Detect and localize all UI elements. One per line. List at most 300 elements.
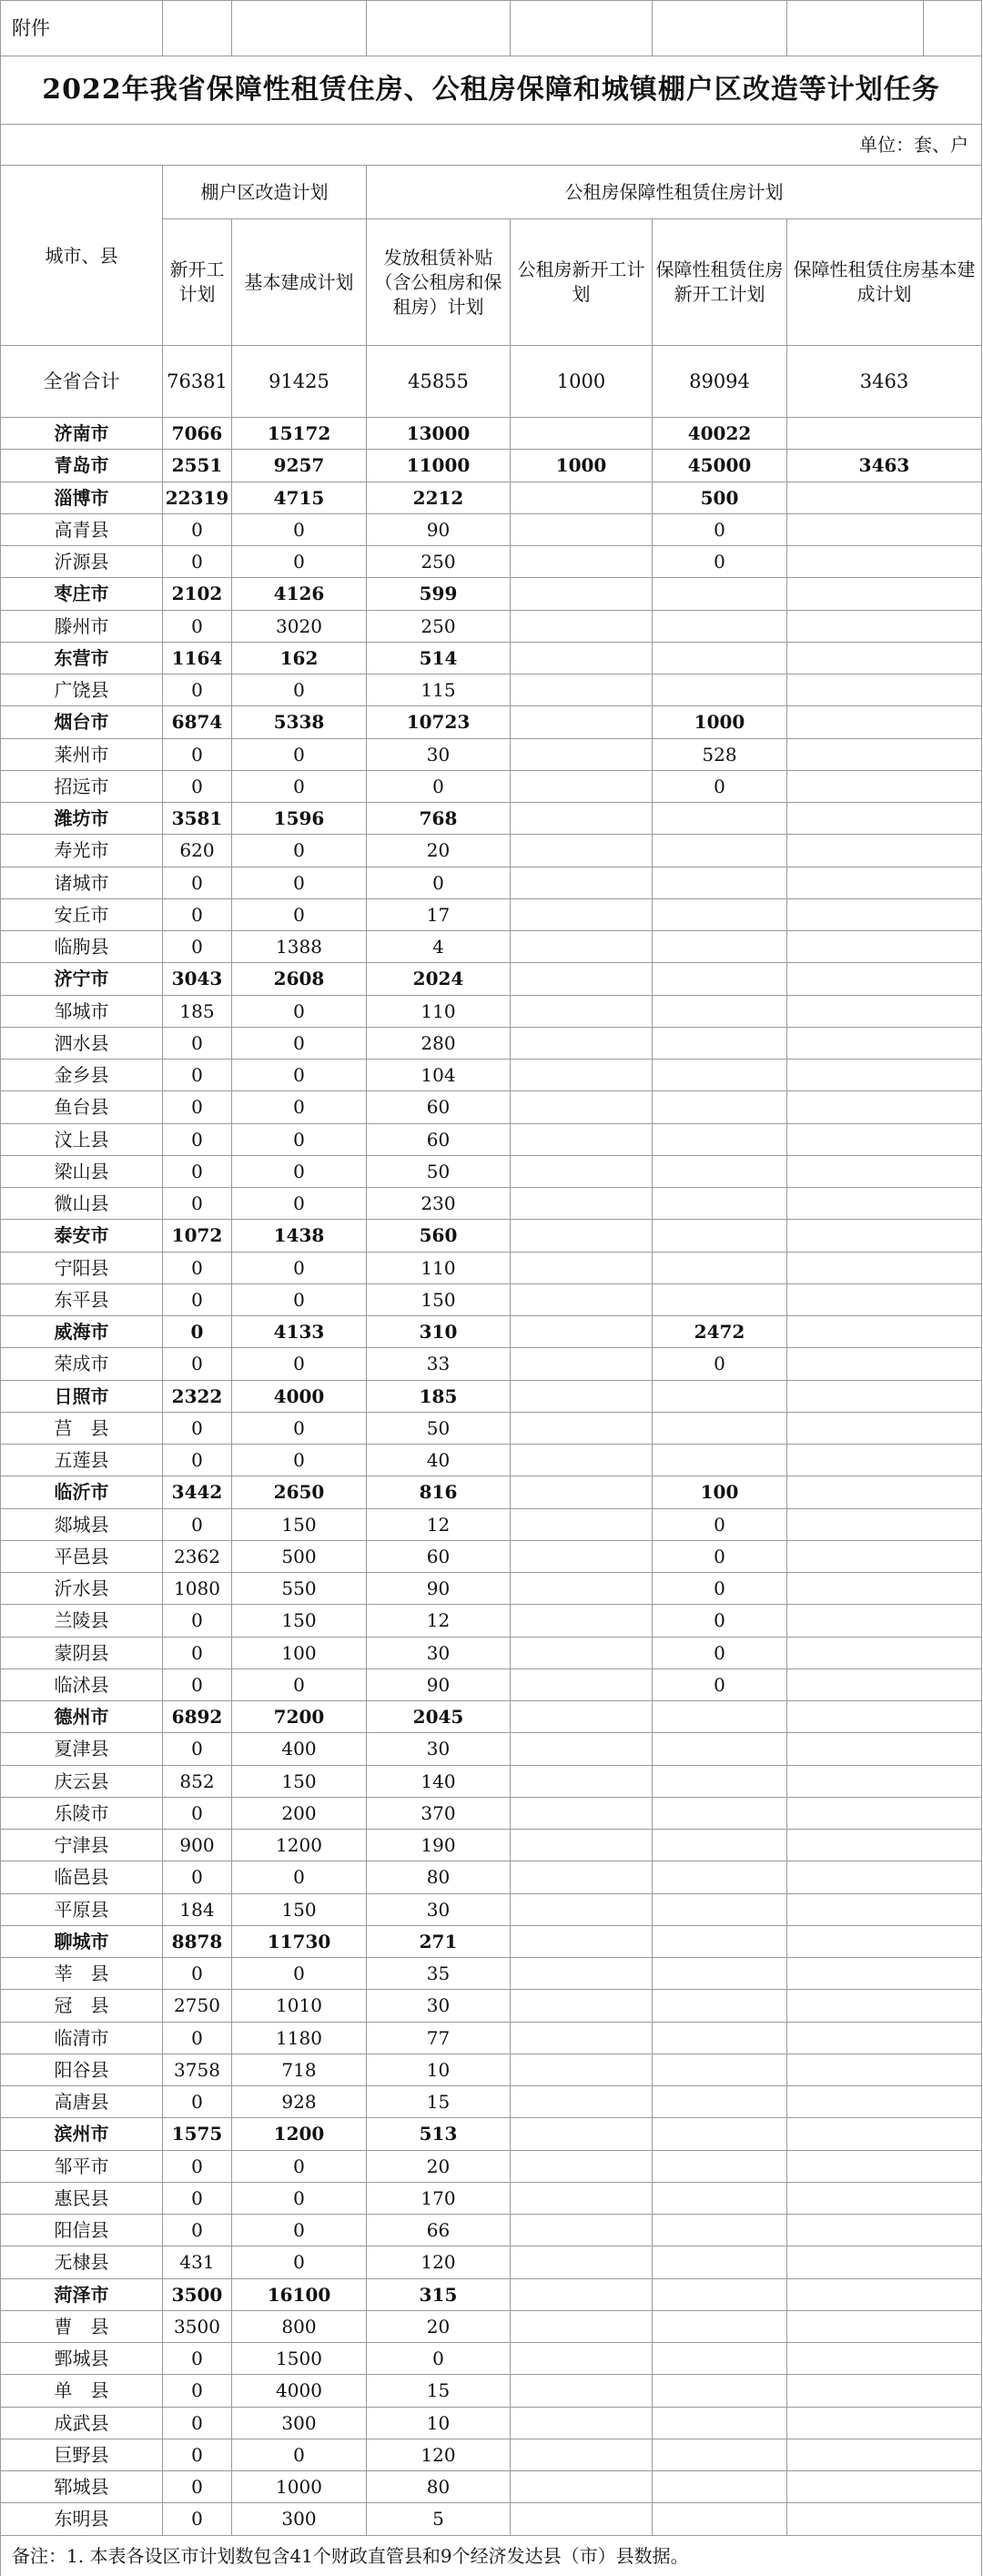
total-cell: 76381	[163, 346, 232, 418]
county-row	[1, 1861, 982, 1893]
data-cell: 2608	[232, 963, 367, 995]
data-cell	[787, 867, 982, 898]
data-cell: 271	[367, 1925, 511, 1957]
data-cell	[787, 1476, 982, 1508]
data-cell: 0	[232, 2215, 367, 2246]
county-row	[1, 1893, 982, 1925]
unit-label: 单位：套、户	[1, 125, 982, 166]
city-name: 德州市	[1, 1701, 163, 1733]
county-name: 安丘市	[1, 898, 163, 930]
city-name: 东营市	[1, 642, 163, 674]
data-cell: 928	[232, 2086, 367, 2118]
header-group-row	[1, 166, 982, 219]
data-cell: 120	[367, 2439, 511, 2470]
county-row	[1, 1733, 982, 1765]
total-cell: 89094	[653, 346, 787, 418]
data-cell: 150	[232, 1893, 367, 1925]
data-cell: 4126	[232, 578, 367, 610]
data-cell	[653, 1445, 787, 1476]
data-cell	[653, 674, 787, 706]
data-cell: 3758	[163, 2054, 232, 2085]
county-name: 临清市	[1, 2022, 163, 2054]
data-cell: 0	[163, 1027, 232, 1059]
data-cell	[511, 2310, 653, 2342]
data-cell: 550	[232, 1573, 367, 1605]
county-name: 成武县	[1, 2407, 163, 2439]
city-name: 潍坊市	[1, 803, 163, 835]
data-cell: 3020	[232, 610, 367, 642]
data-cell	[511, 642, 653, 674]
county-name: 梁山县	[1, 1155, 163, 1187]
county-name: 平邑县	[1, 1540, 163, 1572]
data-cell	[511, 1220, 653, 1252]
data-cell: 1596	[232, 803, 367, 835]
city-name: 滨州市	[1, 2118, 163, 2150]
city-row	[1, 1476, 982, 1508]
data-cell	[787, 2022, 982, 2054]
data-cell: 0	[367, 770, 511, 802]
data-cell	[653, 1893, 787, 1925]
data-cell: 5338	[232, 706, 367, 738]
data-cell: 15	[367, 2086, 511, 2118]
header-city-county: 城市、县	[1, 166, 163, 346]
data-cell: 2472	[653, 1316, 787, 1348]
county-name: 冠 县	[1, 1990, 163, 2022]
data-cell: 110	[367, 995, 511, 1027]
data-cell	[653, 931, 787, 963]
data-cell	[511, 1668, 653, 1700]
data-cell	[787, 770, 982, 802]
data-cell	[653, 898, 787, 930]
county-row	[1, 2246, 982, 2278]
data-cell	[787, 2246, 982, 2278]
county-name: 乐陵市	[1, 1797, 163, 1829]
data-cell: 900	[163, 1830, 232, 1861]
data-cell: 0	[163, 1123, 232, 1155]
data-cell	[511, 1348, 653, 1380]
county-name: 夏津县	[1, 1733, 163, 1765]
data-cell	[787, 1765, 982, 1797]
data-cell	[511, 2054, 653, 2085]
data-cell: 20	[367, 2150, 511, 2182]
data-cell: 0	[163, 1861, 232, 1893]
data-cell	[787, 2182, 982, 2214]
data-cell	[511, 1540, 653, 1572]
data-cell	[511, 2278, 653, 2310]
city-name: 枣庄市	[1, 578, 163, 610]
city-row	[1, 2278, 982, 2310]
city-row	[1, 706, 982, 738]
data-cell	[653, 963, 787, 995]
data-cell	[653, 1925, 787, 1957]
data-cell	[653, 578, 787, 610]
data-cell: 1200	[232, 2118, 367, 2150]
data-cell: 0	[232, 867, 367, 898]
data-cell	[787, 1348, 982, 1380]
data-cell	[511, 610, 653, 642]
data-cell: 0	[163, 2503, 232, 2535]
data-cell: 0	[232, 1348, 367, 1380]
data-cell	[653, 2054, 787, 2085]
data-cell: 0	[232, 1252, 367, 1283]
data-cell	[511, 1412, 653, 1444]
county-row	[1, 1605, 982, 1637]
county-row	[1, 1252, 982, 1283]
header-col-3: 发放租赁补贴（含公租房和保租房）计划	[367, 219, 511, 346]
county-row	[1, 1573, 982, 1605]
data-cell: 4715	[232, 482, 367, 513]
data-cell	[787, 1990, 982, 2022]
county-name: 汶上县	[1, 1123, 163, 1155]
data-cell	[511, 1155, 653, 1187]
data-cell: 4000	[232, 1380, 367, 1412]
county-name: 阳谷县	[1, 2054, 163, 2085]
data-cell: 0	[163, 1733, 232, 1765]
data-cell	[653, 1091, 787, 1123]
data-cell	[787, 2150, 982, 2182]
data-cell	[511, 546, 653, 578]
data-cell: 40022	[653, 418, 787, 450]
data-cell: 2024	[367, 963, 511, 995]
data-cell	[787, 2407, 982, 2439]
data-cell	[787, 1605, 982, 1637]
data-cell: 90	[367, 1668, 511, 1700]
data-cell: 0	[163, 770, 232, 802]
data-cell: 1000	[653, 706, 787, 738]
data-cell: 17	[367, 898, 511, 930]
data-cell: 22319	[163, 482, 232, 513]
data-cell	[787, 1861, 982, 1893]
data-cell: 30	[367, 1893, 511, 1925]
data-cell: 0	[163, 1091, 232, 1123]
title-row	[1, 56, 982, 125]
data-cell	[787, 2054, 982, 2085]
data-cell: 8878	[163, 1925, 232, 1957]
data-cell	[511, 2375, 653, 2407]
data-cell: 12	[367, 1508, 511, 1540]
data-cell	[787, 1540, 982, 1572]
county-row	[1, 931, 982, 963]
data-cell: 30	[367, 1990, 511, 2022]
data-cell	[511, 2471, 653, 2503]
data-cell: 816	[367, 1476, 511, 1508]
data-cell: 6892	[163, 1701, 232, 1733]
data-cell: 0	[163, 2375, 232, 2407]
county-name: 荣成市	[1, 1348, 163, 1380]
city-row	[1, 1316, 982, 1348]
data-cell: 50	[367, 1412, 511, 1444]
data-cell: 150	[232, 1508, 367, 1540]
data-cell	[511, 1893, 653, 1925]
data-cell: 250	[367, 546, 511, 578]
data-cell: 150	[232, 1765, 367, 1797]
data-cell	[511, 1733, 653, 1765]
county-name: 五莲县	[1, 1445, 163, 1476]
county-name: 沂水县	[1, 1573, 163, 1605]
data-cell: 1080	[163, 1573, 232, 1605]
data-cell: 10	[367, 2054, 511, 2085]
data-cell: 185	[367, 1380, 511, 1412]
data-cell: 4133	[232, 1316, 367, 1348]
data-cell: 0	[232, 1123, 367, 1155]
data-cell	[511, 1380, 653, 1412]
data-cell	[653, 1027, 787, 1059]
annex-label: 附件	[1, 1, 163, 56]
data-cell	[787, 578, 982, 610]
county-name: 莘 县	[1, 1958, 163, 1990]
data-cell	[511, 1990, 653, 2022]
county-row	[1, 2150, 982, 2182]
data-cell	[511, 2503, 653, 2535]
data-cell: 0	[232, 835, 367, 867]
data-cell: 0	[653, 770, 787, 802]
data-cell	[787, 1027, 982, 1059]
data-cell	[511, 770, 653, 802]
city-row	[1, 1220, 982, 1252]
data-cell	[511, 2439, 653, 2470]
data-cell	[511, 963, 653, 995]
data-cell	[787, 1701, 982, 1733]
data-cell: 0	[163, 1797, 232, 1829]
data-cell	[787, 1637, 982, 1668]
data-cell	[787, 1958, 982, 1990]
county-row	[1, 546, 982, 578]
data-cell: 0	[653, 1637, 787, 1668]
data-cell: 10723	[367, 706, 511, 738]
data-cell	[511, 1027, 653, 1059]
note-row	[1, 2535, 982, 2576]
data-cell	[511, 1925, 653, 1957]
data-cell: 1000	[232, 2471, 367, 2503]
data-cell	[511, 1508, 653, 1540]
data-cell	[787, 898, 982, 930]
data-cell: 0	[163, 674, 232, 706]
data-cell	[511, 1861, 653, 1893]
data-cell	[653, 867, 787, 898]
data-cell: 300	[232, 2407, 367, 2439]
data-cell: 768	[367, 803, 511, 835]
data-cell	[787, 963, 982, 995]
county-name: 惠民县	[1, 2182, 163, 2214]
data-cell	[653, 1861, 787, 1893]
county-name: 微山县	[1, 1188, 163, 1220]
data-cell	[653, 1797, 787, 1829]
data-cell	[653, 2310, 787, 2342]
data-cell	[511, 867, 653, 898]
county-name: 高唐县	[1, 2086, 163, 2118]
data-cell	[511, 2086, 653, 2118]
data-cell: 150	[232, 1605, 367, 1637]
county-name: 曹 县	[1, 2310, 163, 2342]
data-cell: 0	[163, 2343, 232, 2375]
data-cell	[511, 2246, 653, 2278]
county-name: 兰陵县	[1, 1605, 163, 1637]
county-row	[1, 2310, 982, 2342]
data-cell: 0	[232, 1155, 367, 1187]
data-cell	[653, 610, 787, 642]
data-cell: 3581	[163, 803, 232, 835]
data-cell	[787, 546, 982, 578]
data-cell: 1575	[163, 2118, 232, 2150]
data-cell: 0	[163, 610, 232, 642]
data-cell: 620	[163, 835, 232, 867]
data-cell	[653, 803, 787, 835]
county-name: 滕州市	[1, 610, 163, 642]
data-cell	[511, 835, 653, 867]
data-cell	[511, 1958, 653, 1990]
data-cell	[511, 738, 653, 770]
data-cell	[653, 2343, 787, 2375]
data-cell: 0	[232, 2182, 367, 2214]
header-col-6: 保障性租赁住房基本建成计划	[787, 219, 982, 346]
data-cell	[787, 2375, 982, 2407]
city-name: 聊城市	[1, 1925, 163, 1957]
data-cell: 77	[367, 2022, 511, 2054]
data-cell: 4000	[232, 2375, 367, 2407]
county-row	[1, 1123, 982, 1155]
annex-row	[1, 1, 982, 56]
data-cell: 33	[367, 1348, 511, 1380]
county-row	[1, 2343, 982, 2375]
data-cell: 1438	[232, 1220, 367, 1252]
city-name: 威海市	[1, 1316, 163, 1348]
data-cell: 0	[653, 1348, 787, 1380]
data-cell	[653, 1830, 787, 1861]
data-cell	[511, 2150, 653, 2182]
county-name: 莱州市	[1, 738, 163, 770]
data-cell: 250	[367, 610, 511, 642]
county-row	[1, 1027, 982, 1059]
data-cell	[653, 2022, 787, 2054]
data-cell	[511, 674, 653, 706]
county-row	[1, 738, 982, 770]
city-row	[1, 418, 982, 450]
data-cell: 2212	[367, 482, 511, 513]
county-row	[1, 1990, 982, 2022]
county-row	[1, 1668, 982, 1700]
city-name: 淄博市	[1, 482, 163, 513]
data-cell: 528	[653, 738, 787, 770]
data-cell	[787, 1412, 982, 1444]
data-cell: 0	[163, 1316, 232, 1348]
data-cell: 0	[163, 1605, 232, 1637]
county-row	[1, 513, 982, 545]
data-cell	[653, 1252, 787, 1283]
data-cell: 2750	[163, 1990, 232, 2022]
data-cell: 60	[367, 1091, 511, 1123]
data-cell	[653, 1123, 787, 1155]
city-name: 菏泽市	[1, 2278, 163, 2310]
county-name: 东明县	[1, 2503, 163, 2535]
city-row	[1, 1701, 982, 1733]
data-cell	[511, 1060, 653, 1091]
data-cell	[511, 1637, 653, 1668]
data-cell	[787, 1123, 982, 1155]
data-cell	[653, 1060, 787, 1091]
county-row	[1, 1412, 982, 1444]
data-cell: 0	[232, 2246, 367, 2278]
unit-row	[1, 125, 982, 166]
county-name: 宁津县	[1, 1830, 163, 1861]
data-cell: 0	[232, 546, 367, 578]
data-cell	[653, 1412, 787, 1444]
data-cell: 0	[163, 2022, 232, 2054]
data-cell	[653, 2215, 787, 2246]
county-name: 单 县	[1, 2375, 163, 2407]
data-cell: 1388	[232, 931, 367, 963]
city-row	[1, 642, 982, 674]
county-name: 平原县	[1, 1893, 163, 1925]
data-cell: 50	[367, 1155, 511, 1187]
county-row	[1, 2182, 982, 2214]
data-cell	[511, 706, 653, 738]
county-name: 临沭县	[1, 1668, 163, 1700]
county-row	[1, 674, 982, 706]
data-cell	[653, 2150, 787, 2182]
city-row	[1, 1925, 982, 1957]
data-cell: 0	[163, 2215, 232, 2246]
data-cell	[787, 1925, 982, 1957]
data-cell: 1180	[232, 2022, 367, 2054]
data-cell: 0	[163, 1958, 232, 1990]
county-name: 郓城县	[1, 2471, 163, 2503]
data-cell	[653, 2471, 787, 2503]
county-name: 高青县	[1, 513, 163, 545]
data-cell: 11000	[367, 450, 511, 482]
data-cell	[511, 1797, 653, 1829]
county-row	[1, 1830, 982, 1861]
data-cell	[511, 1445, 653, 1476]
data-cell	[787, 642, 982, 674]
data-cell: 100	[653, 1476, 787, 1508]
data-cell: 0	[163, 1348, 232, 1380]
data-cell	[653, 1765, 787, 1797]
data-cell	[787, 1188, 982, 1220]
data-cell: 0	[163, 738, 232, 770]
data-cell	[511, 1188, 653, 1220]
county-row	[1, 867, 982, 898]
data-cell	[511, 931, 653, 963]
data-cell: 30	[367, 738, 511, 770]
total-cell: 45855	[367, 346, 511, 418]
data-cell	[787, 1220, 982, 1252]
data-cell: 0	[232, 1958, 367, 1990]
total-cell: 91425	[232, 346, 367, 418]
data-cell: 140	[367, 1765, 511, 1797]
data-cell	[653, 2503, 787, 2535]
total-label: 全省合计	[1, 346, 163, 418]
data-cell	[653, 995, 787, 1027]
data-cell: 431	[163, 2246, 232, 2278]
data-cell: 6874	[163, 706, 232, 738]
data-cell: 0	[232, 513, 367, 545]
county-row	[1, 1188, 982, 1220]
data-cell: 0	[163, 1252, 232, 1283]
data-cell	[511, 418, 653, 450]
data-cell: 0	[367, 867, 511, 898]
data-cell	[511, 1765, 653, 1797]
data-cell: 15	[367, 2375, 511, 2407]
data-cell	[653, 1733, 787, 1765]
data-cell: 0	[163, 2407, 232, 2439]
data-cell	[653, 1380, 787, 1412]
data-cell	[511, 1252, 653, 1283]
data-cell	[787, 1893, 982, 1925]
header-col-5: 保障性租赁住房新开工计划	[653, 219, 787, 346]
data-cell: 80	[367, 2471, 511, 2503]
county-row	[1, 1797, 982, 1829]
data-cell: 2045	[367, 1701, 511, 1733]
